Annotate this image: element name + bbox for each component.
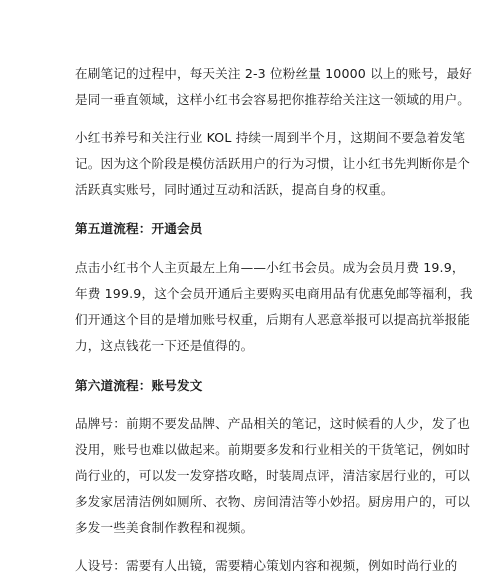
text-line: 尚行业的，可以发一发穿搭攻略，时装周点评，清洁家居行业的，可以 xyxy=(75,468,471,483)
text-line: 点击小红书个人主页最左上角——小红书会员。成为会员月费 19.9， xyxy=(75,260,465,275)
text-line: 多发一些美食制作教程和视频。 xyxy=(75,520,254,535)
text-line: 们开通这个目的是增加账号权重，后期有人恶意举报可以提高抗举报能 xyxy=(75,312,471,327)
text-line: 记。因为这个阶段是模仿活跃用户的行为习惯，让小红书先判断你是个 xyxy=(75,156,471,171)
paragraph-brand-account xyxy=(75,411,471,541)
section-heading-step-6 xyxy=(75,373,435,399)
paragraph-follow-accounts xyxy=(75,61,473,113)
text-line: 在刷笔记的过程中，每天关注 2-3 位粉丝量 10000 以上的账号，最好 xyxy=(75,66,473,81)
text-line: 品牌号：前期不要发品牌、产品相关的笔记，这时候看的人少，发了也 xyxy=(75,416,471,431)
text-line: 没用，账号也难以做起来。前期要多发和行业相关的干货笔记，例如时 xyxy=(75,442,471,457)
paragraph-persona-account xyxy=(75,553,458,579)
text-line: 人设号：需要有人出镜，需要精心策划内容和视频，例如时尚行业的 xyxy=(75,558,458,573)
section-heading-step-5 xyxy=(75,216,435,242)
paragraph-account-nurturing xyxy=(75,125,471,203)
text-line: 活跃真实账号，同时通过互动和活跃，提高自身的权重。 xyxy=(75,182,394,197)
text-line: 是同一垂直领域，这样小红书会容易把你推荐给关注这一领域的用户。 xyxy=(75,92,471,107)
text-line: 年费 199.9，这个会员开通后主要购买电商用品有优惠免邮等福利，我 xyxy=(75,286,473,301)
text-line: 小红书养号和关注行业 KOL 持续一周到半个月，这期间不要急着发笔 xyxy=(75,130,466,145)
heading-text: 第五道流程：开通会员 xyxy=(75,221,203,236)
text-line: 力，这点钱花一下还是值得的。 xyxy=(75,338,254,353)
text-line: 多发家居清洁例如厕所、衣物、房间清洁等小妙招。厨房用户的，可以 xyxy=(75,494,471,509)
paragraph-membership xyxy=(75,255,473,359)
heading-text: 第六道流程：账号发文 xyxy=(75,378,203,393)
